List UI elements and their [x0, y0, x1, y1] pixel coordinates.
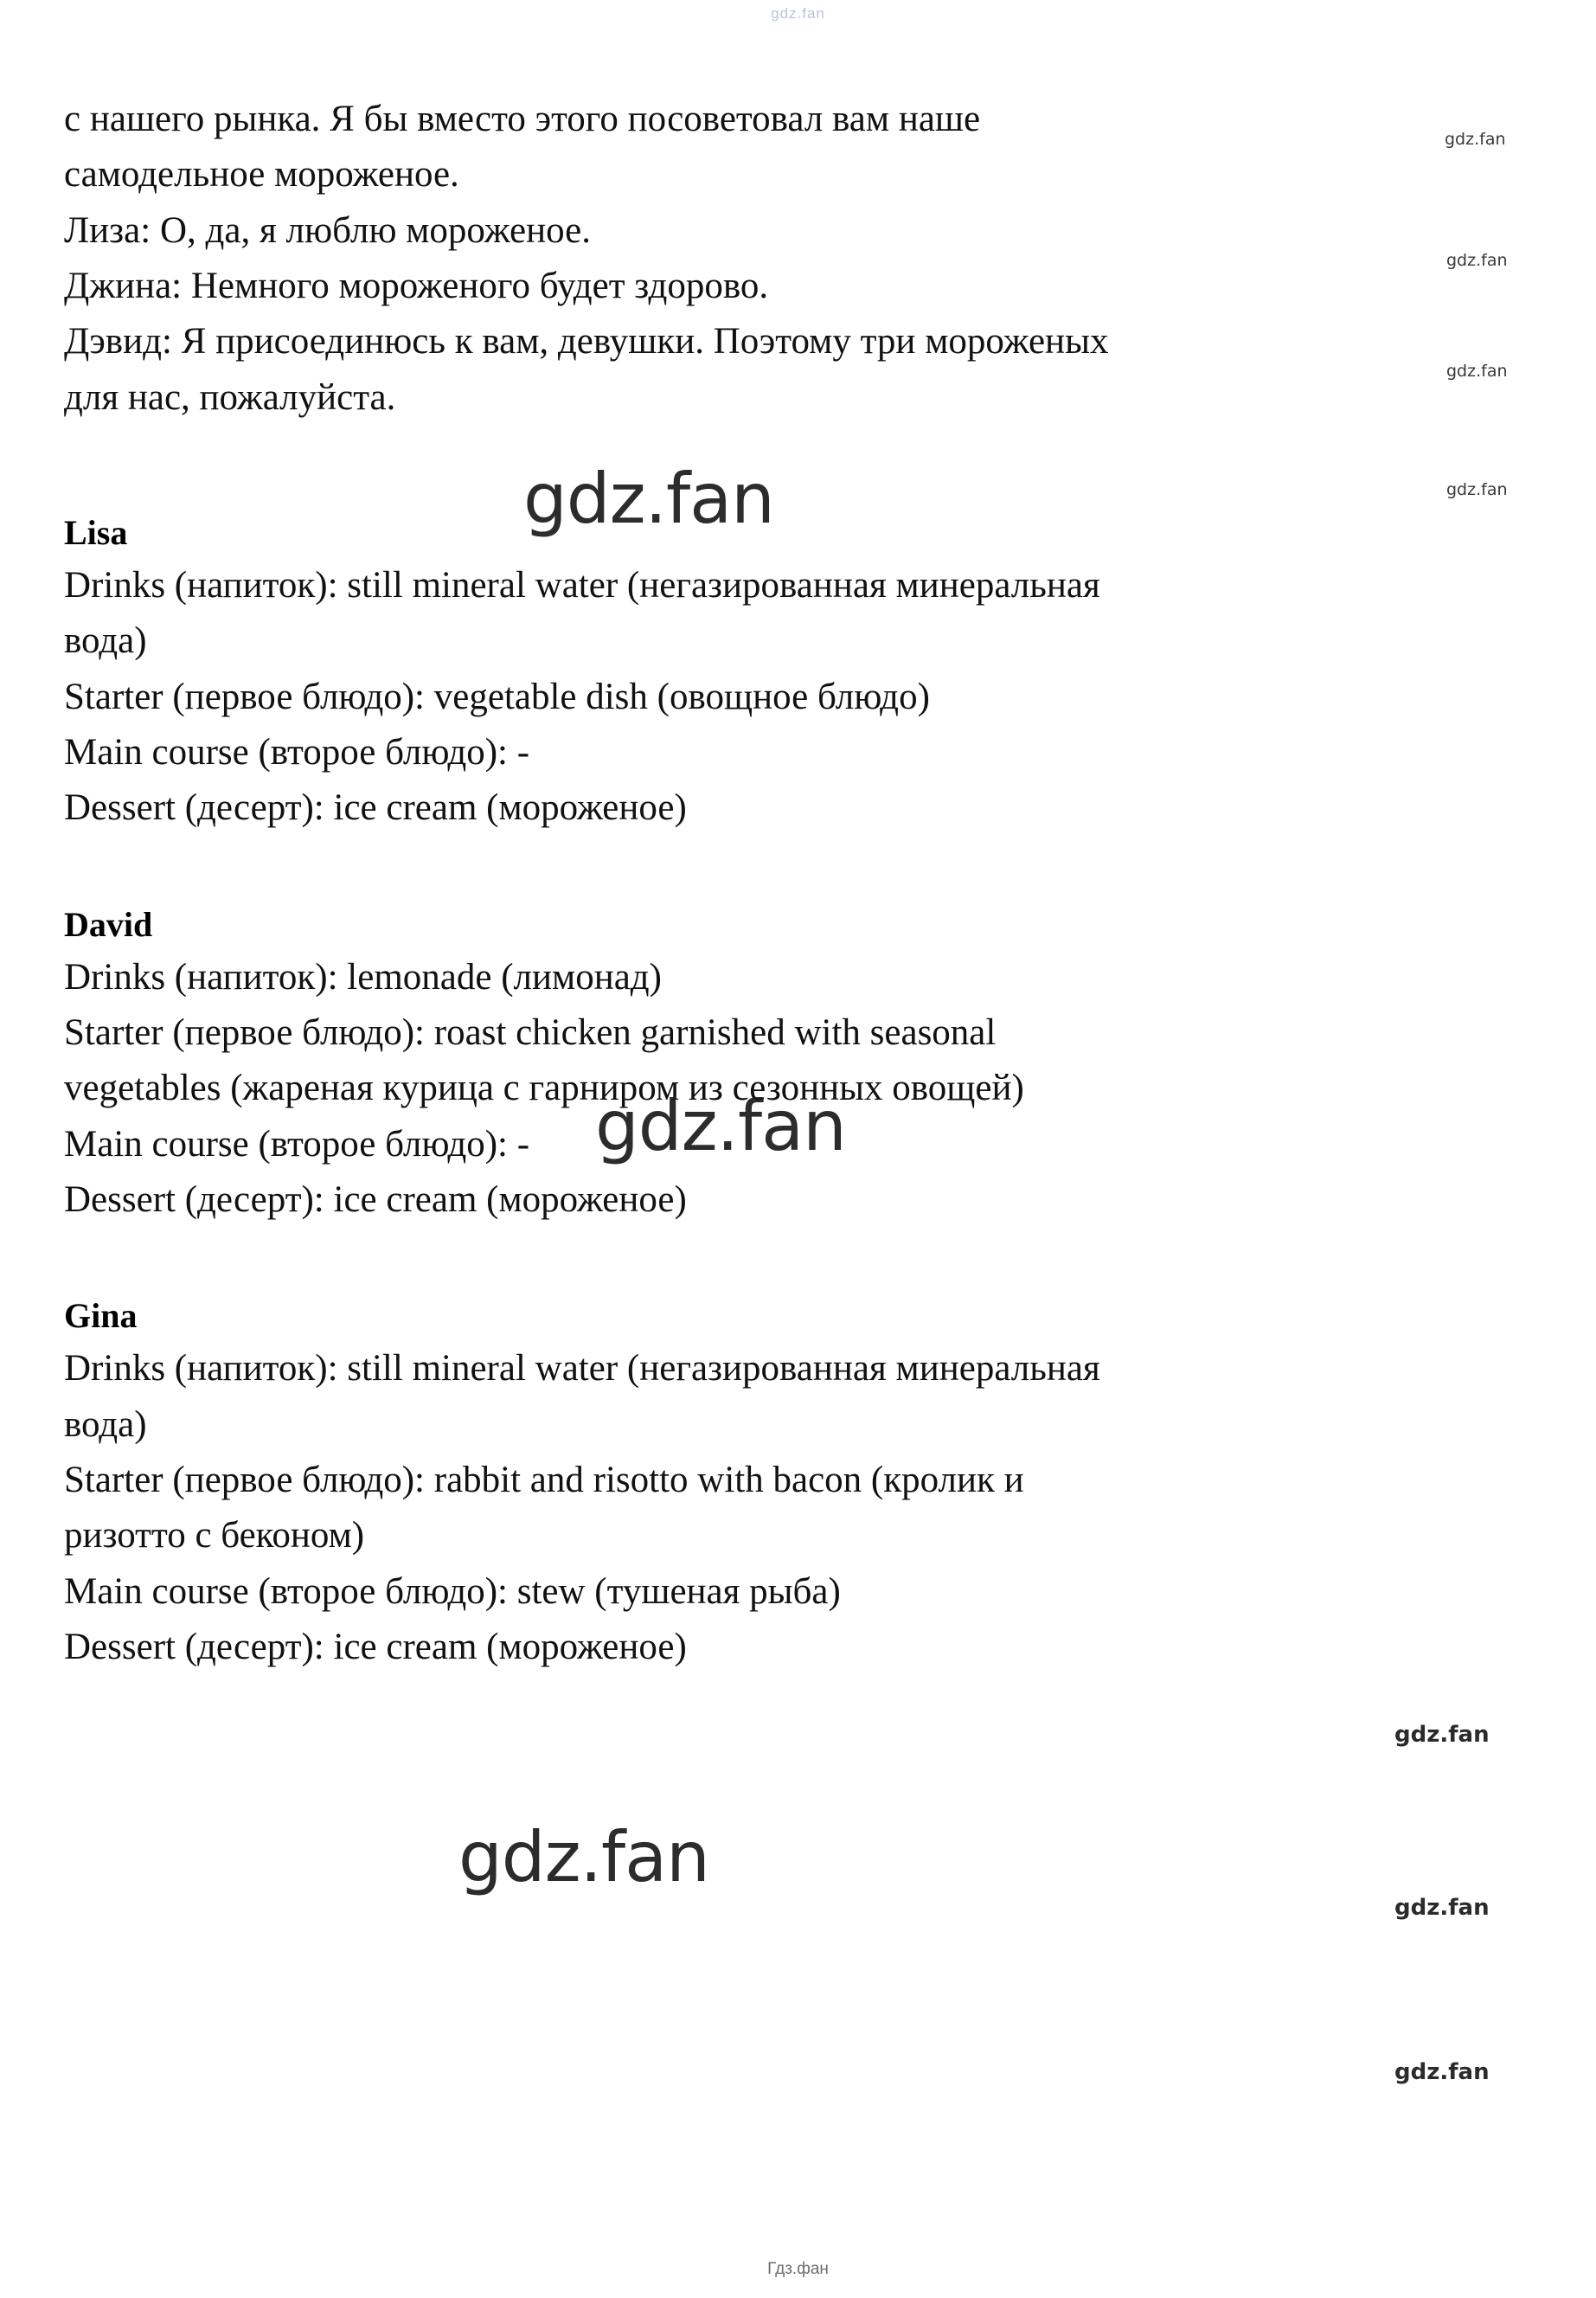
person-name-gina: Gina — [64, 1296, 138, 1336]
menu-line: Drinks (напиток): lemonade (лимонад) — [64, 956, 663, 998]
menu-line: Dessert (десерт): ice cream (мороженое) — [64, 787, 687, 829]
dialogue-line: самодельное мороженое. — [64, 154, 459, 196]
dialogue-line: с нашего рынка. Я бы вместо этого посоветовал вам наше — [64, 99, 981, 139]
menu-line: вода) — [64, 620, 147, 662]
menu-line: Drinks (напиток): still mineral water (негазированная минеральная — [64, 564, 1100, 606]
watermark-small: gdz.fan — [1446, 251, 1508, 270]
menu-line: вода) — [64, 1403, 147, 1445]
watermark-small: gdz.fan — [1394, 2059, 1490, 2085]
menu-line: Drinks (напиток): still mineral water (негазированная минеральная — [64, 1348, 1100, 1390]
watermark-small: gdz.fan — [1394, 1722, 1490, 1748]
dialogue-line: Лиза: О, да, я люблю мороженое. — [64, 209, 591, 251]
watermark-large: gdz.fan — [523, 459, 774, 539]
dialogue-line: Джина: Немного мороженого будет здорово. — [64, 265, 769, 306]
menu-line: Starter (первое блюдо): vegetable dish (овощное блюдо) — [64, 676, 930, 717]
footer-watermark: Гдз.фан — [767, 2260, 829, 2278]
watermark-small: gdz.fan — [1446, 362, 1508, 381]
document-content — [64, 95, 1517, 1679]
menu-line: Main course (второе блюдо): - — [64, 731, 530, 773]
watermark-large: gdz.fan — [595, 1086, 846, 1166]
menu-line: Starter (первое блюдо): rabbit and risotto with bacon (кролик и — [64, 1459, 1024, 1500]
menu-line: vegetables (жареная курица с гарниром из сезонных овощей) — [64, 1068, 1024, 1109]
dialogue-line: Дэвид: Я присоединюсь к вам, девушки. Поэтому три мороженых — [64, 321, 1109, 363]
person-name-lisa: Lisa — [64, 512, 128, 552]
menu-line: ризотто с беконом) — [64, 1515, 365, 1557]
menu-line: Starter (первое блюдо): roast chicken garnished with seasonal — [64, 1011, 997, 1053]
watermark-small: gdz.fan — [1446, 480, 1508, 499]
person-name-david: David — [64, 904, 153, 944]
menu-line: Dessert (десерт): ice cream (мороженое) — [64, 1178, 687, 1220]
top-watermark: gdz.fan — [771, 5, 825, 22]
menu-line: Dessert (десерт): ice cream (мороженое) — [64, 1626, 687, 1667]
dialogue-line: для нас, пожалуйста. — [64, 376, 396, 418]
watermark-large: gdz.fan — [458, 1817, 709, 1897]
watermark-small: gdz.fan — [1445, 130, 1506, 149]
menu-line: Main course (второе блюдо): - — [64, 1123, 530, 1165]
menu-line: Main course (второе блюдо): stew (тушеная рыба) — [64, 1570, 841, 1612]
watermark-small: gdz.fan — [1394, 1895, 1490, 1921]
